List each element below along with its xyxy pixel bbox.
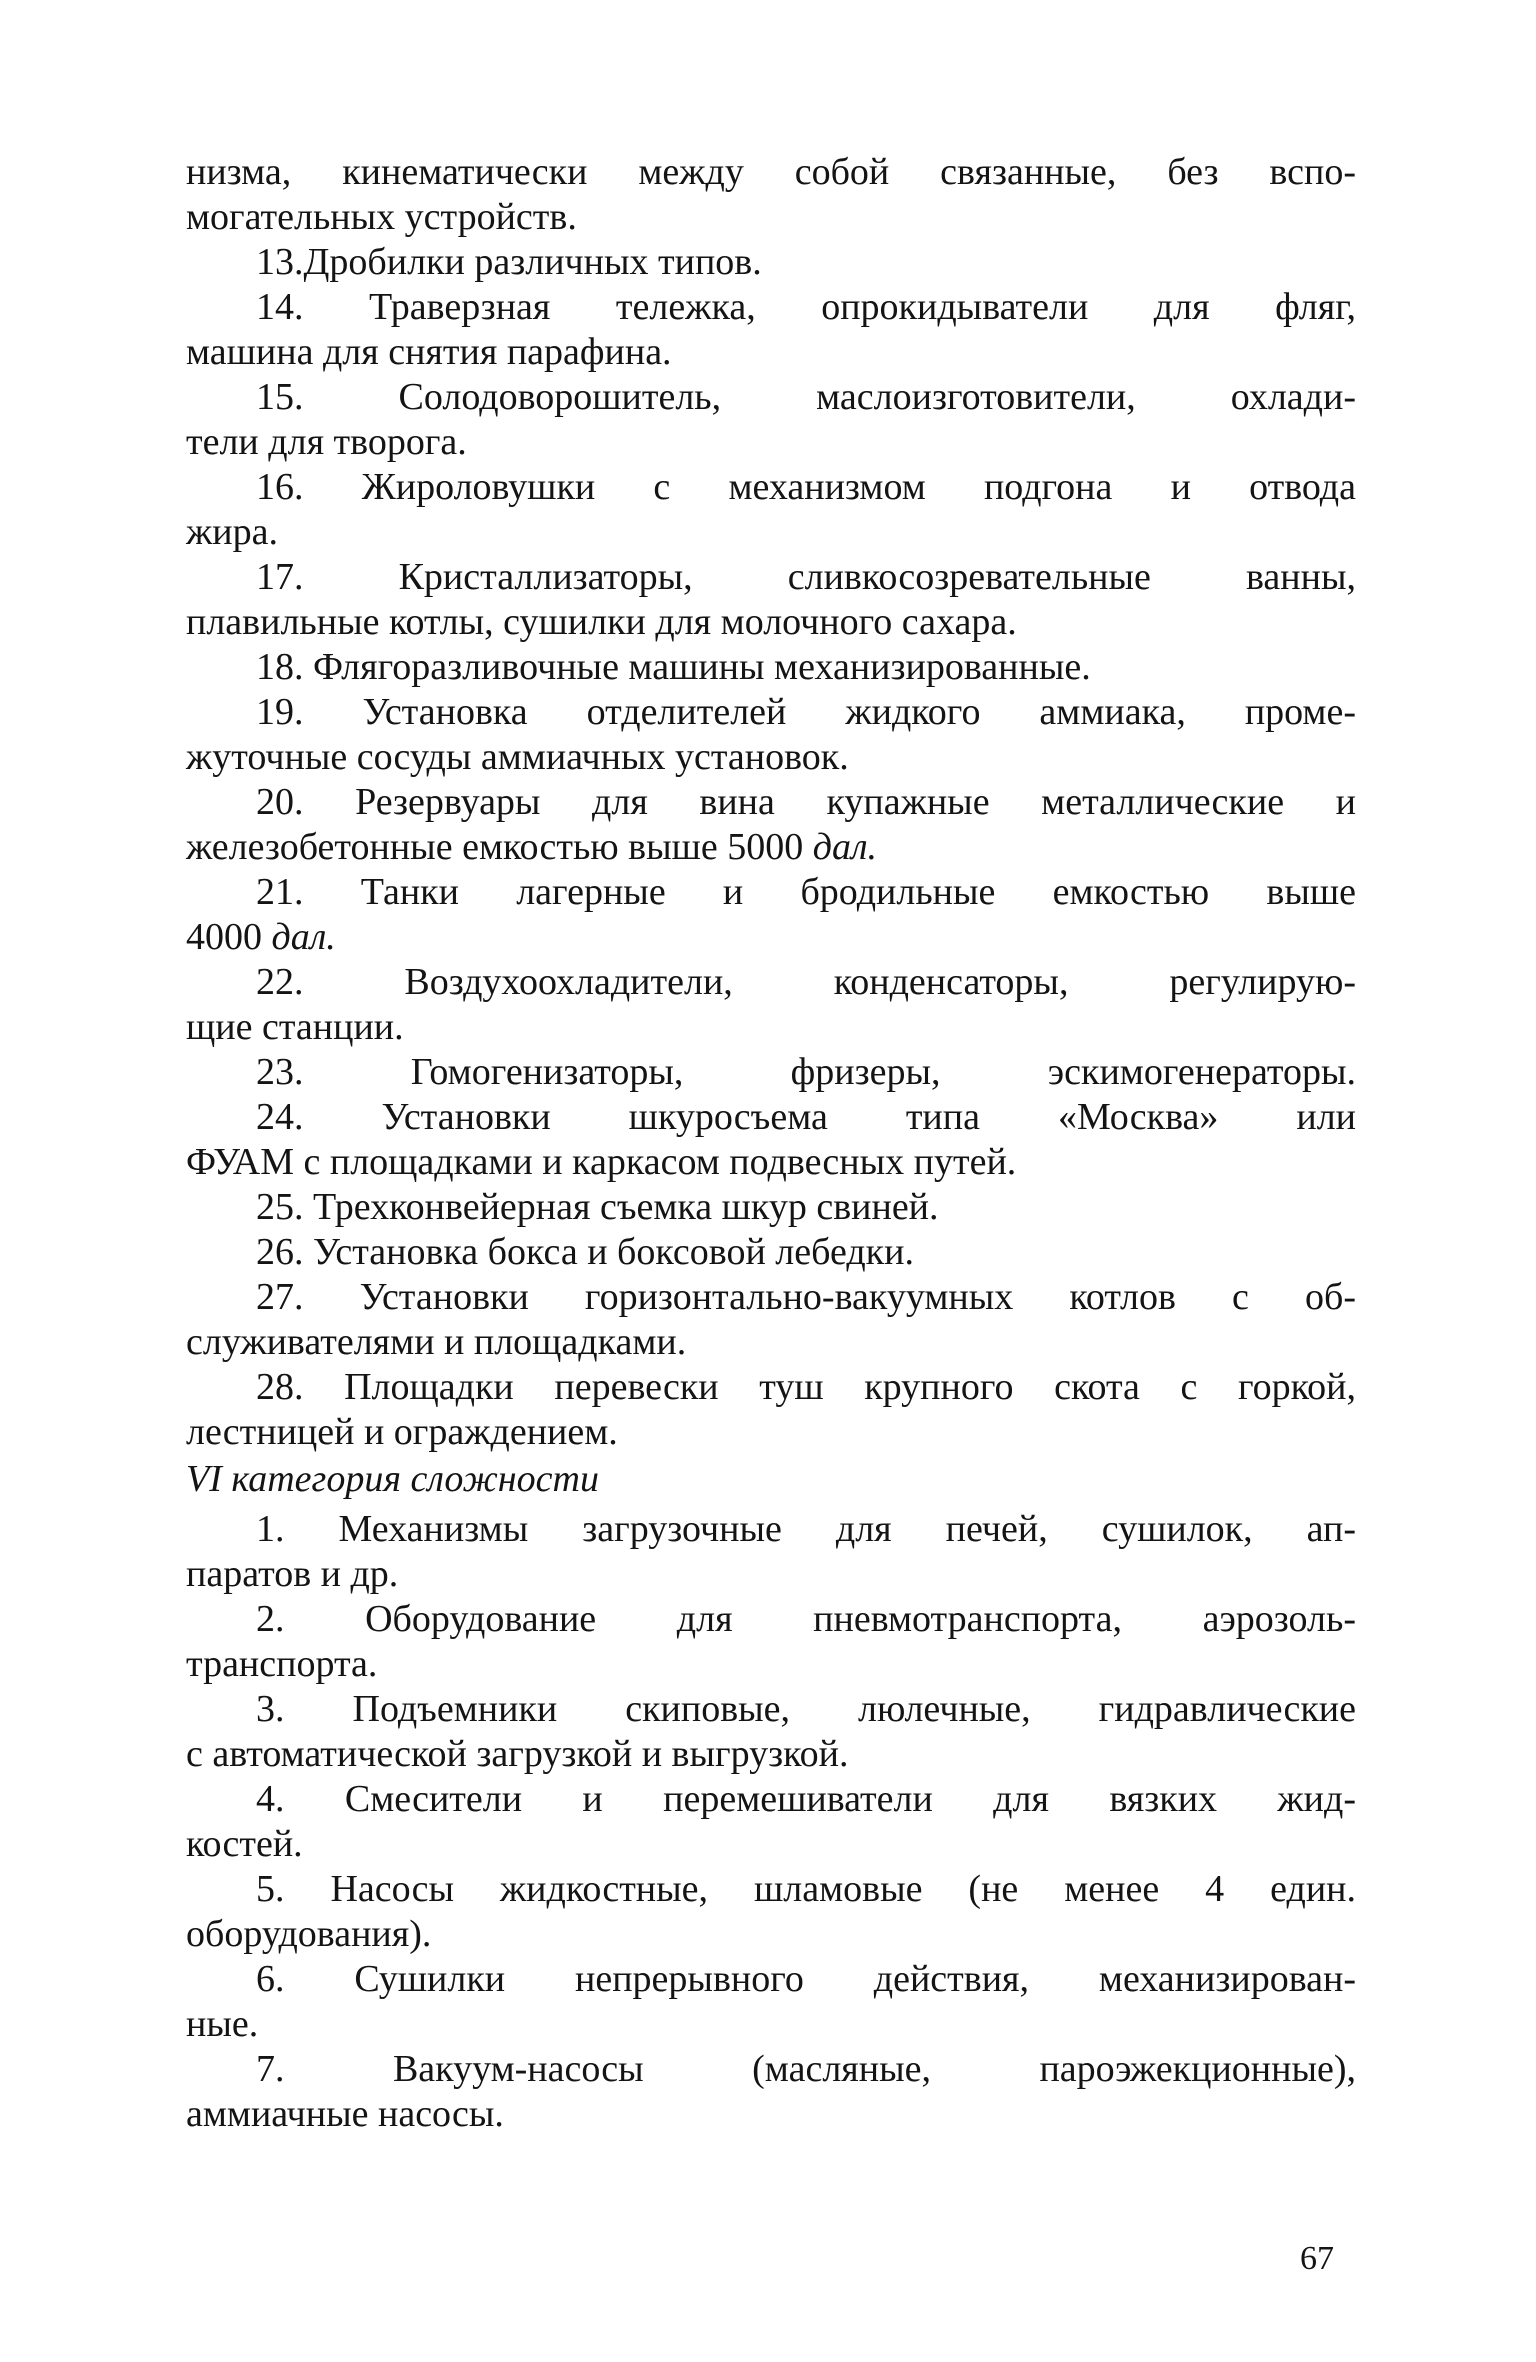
body-text [186, 150, 1356, 2137]
unit-dal: дал. [812, 826, 878, 868]
text-line: машина для снятия парафина. [186, 331, 672, 373]
text-line: 1. Механизмы загрузочные для печей, сушилок, ап- [256, 1508, 1356, 1550]
text-line: жира. [186, 511, 278, 553]
text-line: костей. [186, 1823, 303, 1865]
text-line: плавильные котлы, сушилки для молочного сахара. [186, 601, 1017, 643]
text-line: 5. Насосы жидкостные, шламовые (не менее 4 един. [256, 1868, 1356, 1910]
text-line: 4. Смесители и перемешиватели для вязких жид- [256, 1778, 1356, 1820]
item-list-category-vi [186, 1507, 1356, 2137]
text-line: щие станции. [186, 1006, 404, 1048]
item-list-continued [186, 150, 1356, 1455]
text-line: 24. Установки шкуросъема типа «Москва» или [256, 1096, 1356, 1138]
text-line: 4000 дал. [186, 916, 336, 958]
text-line: 3. Подъемники скиповые, люлечные, гидравлические [256, 1688, 1356, 1730]
page-number: 67 [1300, 2240, 1334, 2277]
text-line: 23. Гомогенизаторы, фризеры, эскимогенераторы. [256, 1051, 1356, 1093]
unit-dal: дал. [271, 916, 336, 958]
text-line: 15. Солодоворошитель, маслоизготовители, охлади- [256, 376, 1356, 418]
text-line: ные. [186, 2003, 259, 2045]
text-line: 13.Дробилки различных типов. [256, 241, 762, 283]
section-heading: VI категория сложности [186, 1458, 599, 1500]
text-line: служивателями и площадками. [186, 1321, 687, 1363]
text-line: 2. Оборудование для пневмотранспорта, аэрозоль- [256, 1598, 1356, 1640]
text-line: могательных устройств. [186, 196, 577, 238]
text-line: 19. Установка отделителей жидкого аммиака, проме- [256, 691, 1356, 733]
text-line: лестницей и ограждением. [186, 1411, 618, 1453]
text-line: тели для творога. [186, 421, 467, 463]
text-line: низма, кинематически между собой связанные, без вспо- [186, 151, 1356, 193]
text-line: 28. Площадки перевески туш крупного скота с горкой, [256, 1366, 1356, 1408]
text-line: 25. Трехконвейерная съемка шкур свиней. [256, 1186, 939, 1228]
text-line: 26. Установка бокса и боксовой лебедки. [256, 1231, 914, 1273]
text-line: с автоматической загрузкой и выгрузкой. [186, 1733, 849, 1775]
text-line: 22. Воздухоохладители, конденсаторы, регулирую- [256, 961, 1356, 1003]
text-line: 7. Вакуум-насосы (масляные, пароэжекционные), [256, 2048, 1356, 2090]
text-line: 27. Установки горизонтально-вакуумных котлов с об- [256, 1276, 1356, 1318]
text-line: 16. Жироловушки с механизмом подгона и отвода [256, 466, 1356, 508]
text-line: 21. Танки лагерные и бродильные емкостью выше [256, 871, 1356, 913]
text-line: 18. Флягоразливочные машины механизированные. [256, 646, 1091, 688]
text-line: 14. Траверзная тележка, опрокидыватели для фляг, [256, 286, 1356, 328]
text-line: оборудования). [186, 1913, 432, 1955]
text-line: 6. Сушилки непрерывного действия, механизирован- [256, 1958, 1356, 2000]
text-line: транспорта. [186, 1643, 378, 1685]
text-line: 20. Резервуары для вина купажные металлические и [256, 781, 1356, 823]
text-line: паратов и др. [186, 1553, 399, 1595]
text-line: аммиачные насосы. [186, 2093, 504, 2135]
text-line: ФУАМ с площадками и каркасом подвесных путей. [186, 1141, 1017, 1183]
text-line: жуточные сосуды аммиачных установок. [186, 736, 849, 778]
text-line: 17. Кристаллизаторы, сливкосозревательные ванны, [256, 556, 1356, 598]
text-line: железобетонные емкостью выше 5000 дал. [186, 826, 878, 868]
